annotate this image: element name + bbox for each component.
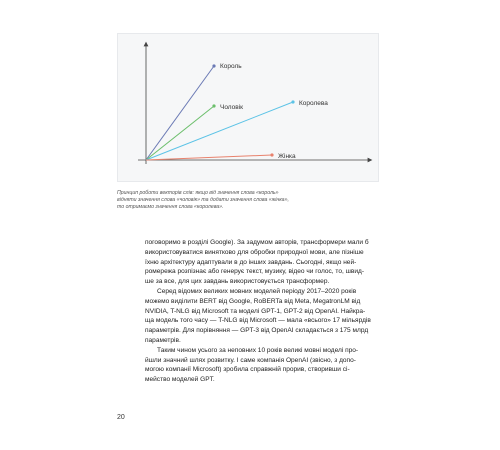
page-number: 20 bbox=[117, 414, 125, 421]
word-vectors-figure bbox=[117, 33, 379, 182]
label-king: Король bbox=[220, 63, 242, 70]
text-line: Таким чином усього за неповних 10 років великі мовні моделі про- bbox=[157, 346, 359, 354]
label-woman: Жінка bbox=[278, 153, 296, 160]
vector-king-head bbox=[212, 64, 215, 67]
vector-man bbox=[146, 106, 214, 160]
text-line: NVIDIA, T-NLG від Microsoft та моделі GPT-1, GPT-2 від OpenAI. Найкра- bbox=[145, 307, 366, 315]
text-line: використовуватися винятково для обробки природної мови, але пізніше bbox=[145, 248, 364, 256]
text-line: можемо виділити BERT від Google, RoBERTa від Meta, MegatronLM від bbox=[145, 297, 361, 305]
word-vectors-diagram bbox=[118, 34, 380, 183]
caption-line: відняти значення слова «чоловік» та додати значення слова «жінка», bbox=[117, 197, 289, 204]
vector-woman-head bbox=[270, 153, 273, 156]
label-queen: Королева bbox=[299, 100, 328, 107]
text-line: ше за все, для цих завдань використовується трансформер. bbox=[145, 278, 330, 286]
body-text bbox=[145, 238, 375, 385]
text-line: Серед відомих великих мовних моделей періоду 2017–2020 років bbox=[157, 287, 357, 295]
vector-king bbox=[146, 66, 214, 160]
figure-caption bbox=[117, 190, 382, 212]
text-line: могою компанії Microsoft) зробила справжній прорив, створивши сі- bbox=[145, 366, 350, 374]
vector-man-head bbox=[212, 104, 215, 107]
text-line: параметрів. Для порівняння — GPT-3 від OpenAI складається з 175 млрд bbox=[145, 327, 369, 335]
text-line: поговоримо в розділі Google). За задумом авторів, трансформери мали б bbox=[145, 239, 369, 246]
text-line: ромережа розпізнає або генерує текст, музику, відео чи голос, то, швид- bbox=[145, 268, 365, 276]
label-man: Чоловік bbox=[220, 104, 244, 111]
text-line: параметрів. bbox=[145, 336, 181, 344]
vector-woman bbox=[146, 155, 272, 160]
vector-queen-head bbox=[291, 100, 294, 103]
text-line: мейство моделей GPT. bbox=[145, 376, 215, 384]
text-line: їхню архітектуру адаптували в до інших завдань. Сьогодні, якщо ней- bbox=[145, 258, 357, 266]
text-line: ща модель того часу — T-NLG від Microsoft — мала «всього» 17 мільярдів bbox=[145, 317, 371, 325]
caption-line: Принцип роботи векторів слів: якщо від значення слова «король» bbox=[117, 190, 279, 196]
text-line: йшли значний шлях розвитку. І саме компанія OpenAI (звісно, з допо- bbox=[145, 356, 356, 364]
caption-line: то отримаємо значення слова «королева». bbox=[117, 204, 224, 211]
